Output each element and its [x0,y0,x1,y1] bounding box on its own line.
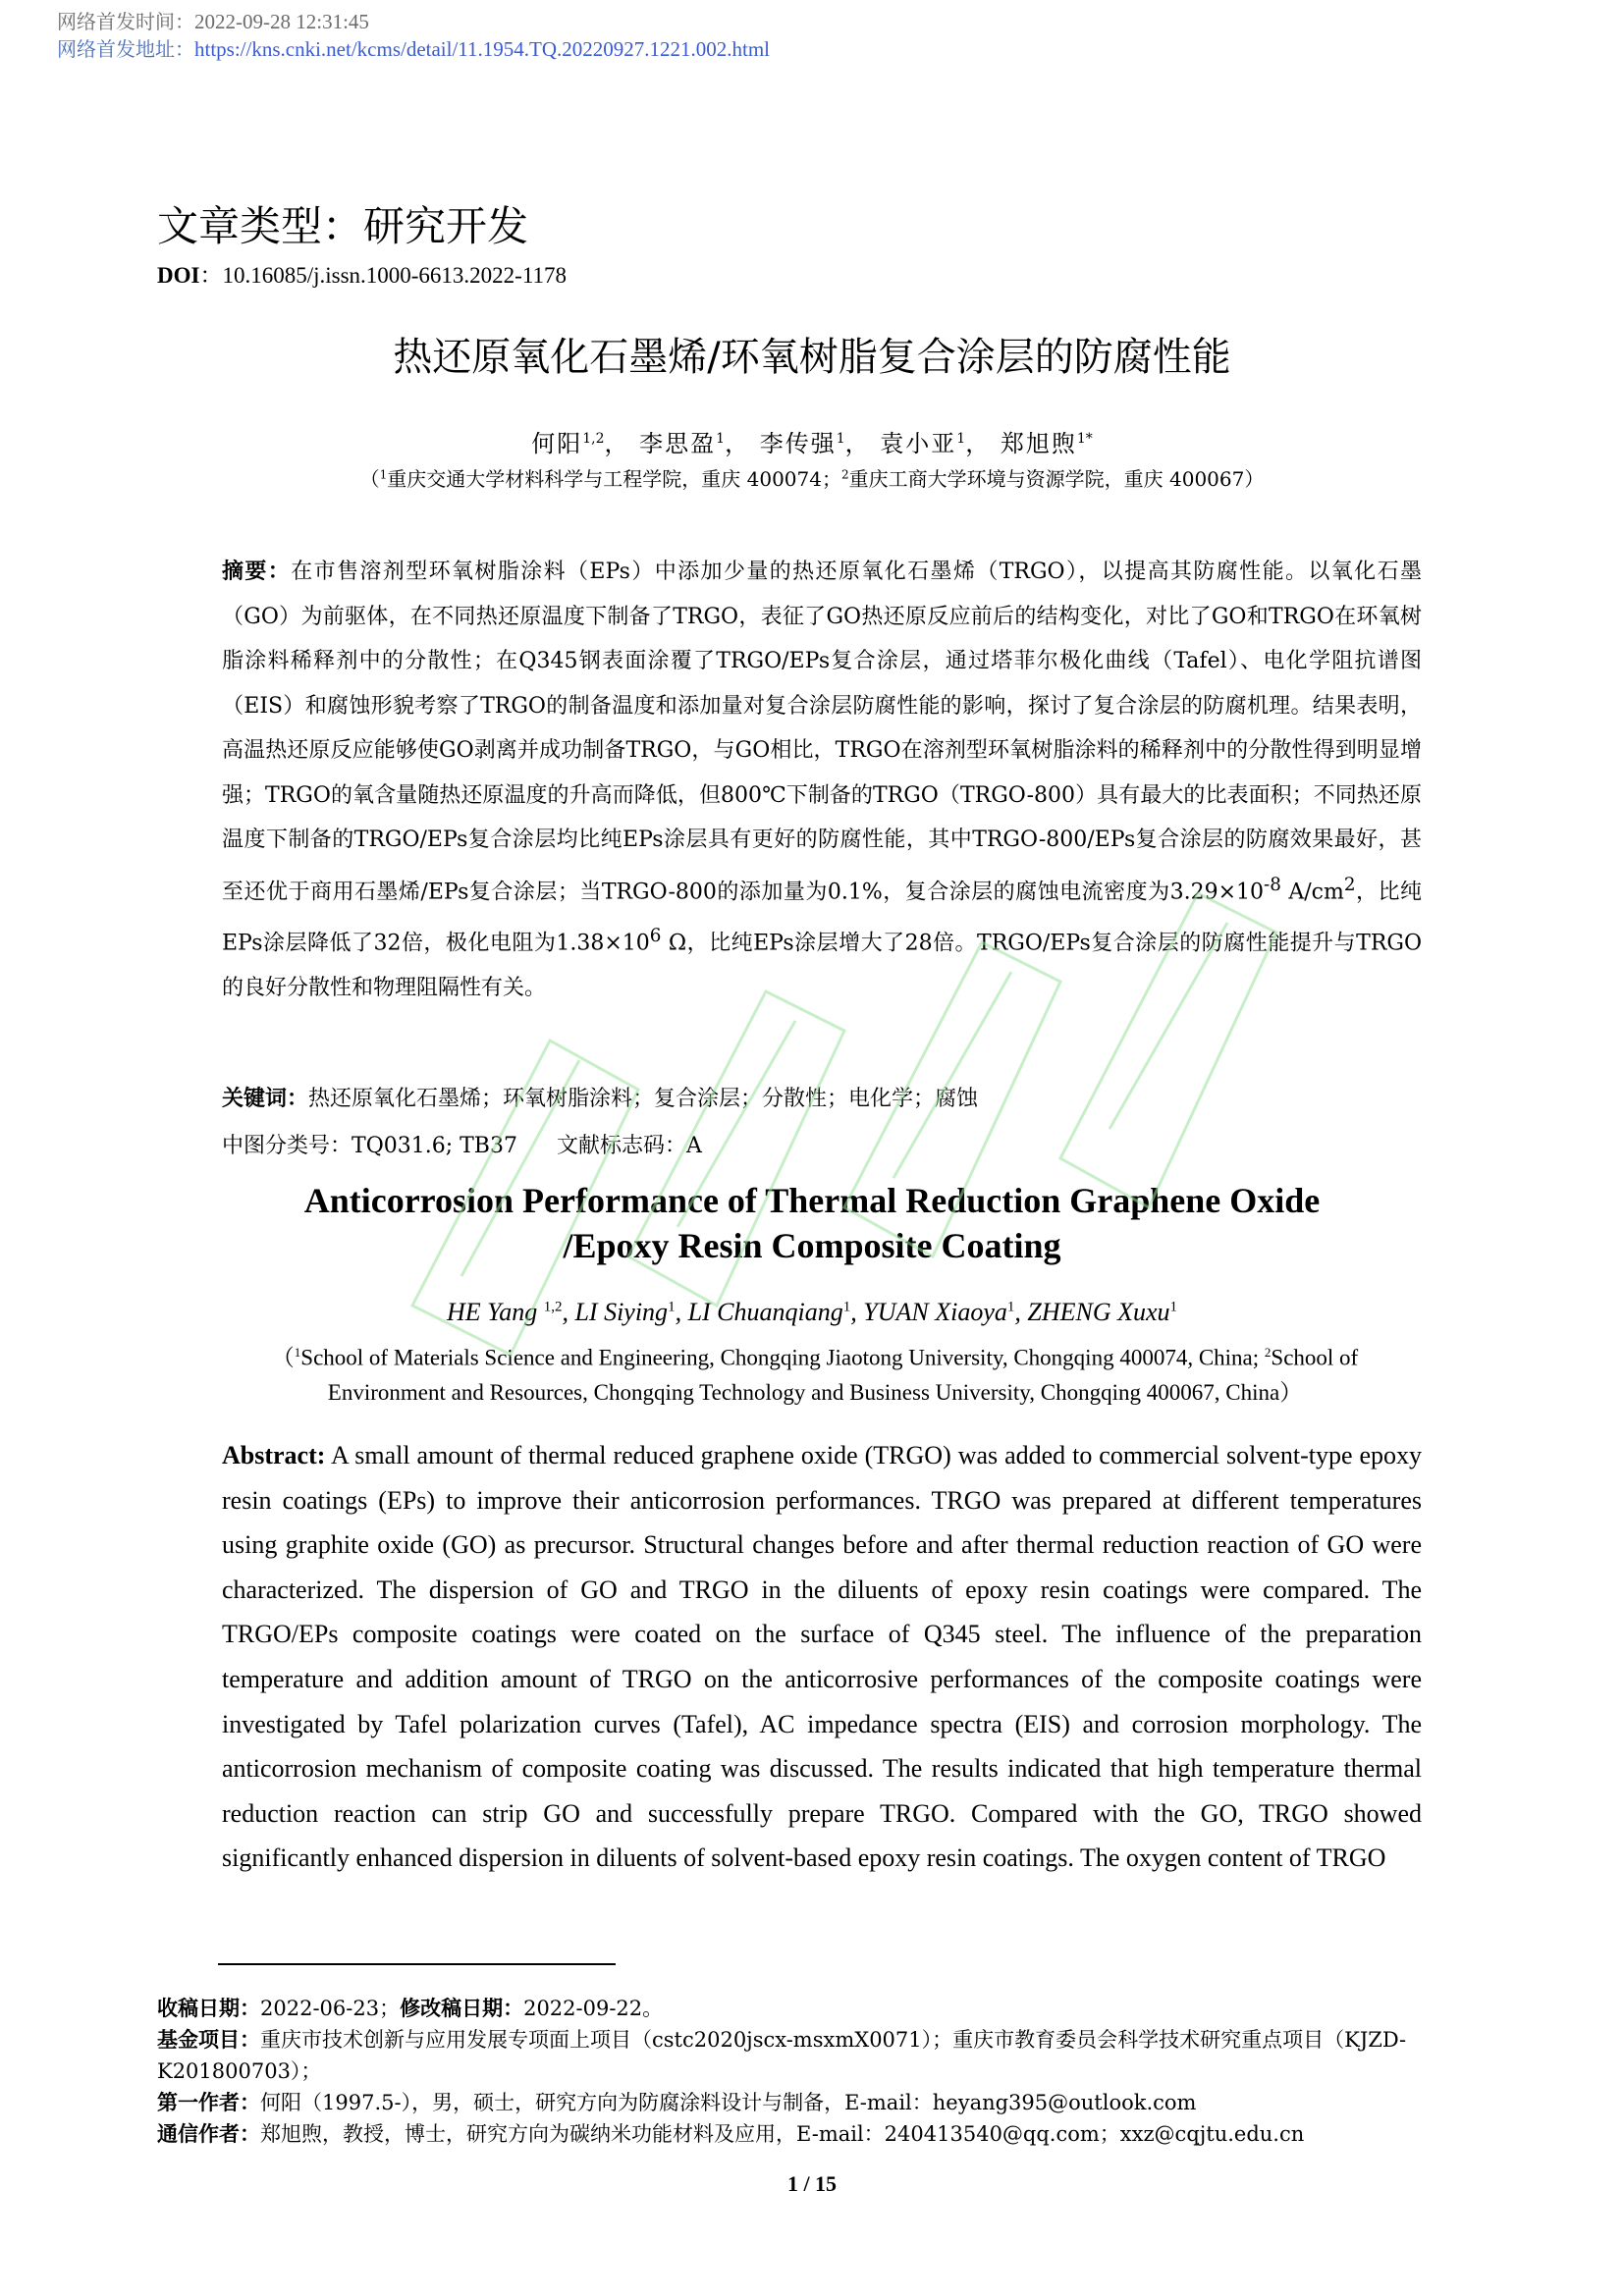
author-en: HE Yang [446,1298,544,1326]
affil-sup: 2 [841,467,849,482]
received-value: 2022-06-23； [260,1997,401,2020]
title-en-line: Anticorrosion Performance of Thermal Reduction Graphene Oxide [303,1181,1321,1220]
keywords-cn [222,1082,978,1112]
author-en: LI Siying [574,1298,669,1326]
author-cn-sup: 1 [716,431,726,447]
revised-label: 修改稿日期： [400,1997,524,2020]
author-cn: 李思盈 [639,430,717,457]
abstract-cn [222,550,1422,1011]
author-en-sup: 1 [1169,1299,1178,1315]
authors-en [0,1298,1624,1327]
author-en: ZHENG Xuxu [1027,1298,1170,1326]
author-sep: ， [725,430,751,457]
affiliation-1: 重庆交通大学材料科学与工程学院，重庆 400074； [387,467,841,491]
paren-open: （ [359,467,380,491]
author-en: YUAN Xiaoya [863,1298,1007,1326]
author-cn-sup: 1 [956,431,966,447]
affil-sup: 1 [379,467,388,482]
affiliation-2: 重庆工商大学环境与资源学院，重庆 400067） [848,467,1265,491]
abstract-en-label: Abstract: [222,1441,326,1469]
fund-label: 基金项目： [157,2028,260,2052]
revised-value: 2022-09-22。 [523,1997,664,2020]
author-cn-sup: 1* [1076,431,1093,447]
doi-label: DOI [157,263,200,288]
affiliations-en [226,1335,1404,1410]
first-author-label: 第一作者： [157,2091,260,2114]
doc-code-label: 文献标志码： [556,1134,686,1158]
author-sep: , [1014,1298,1028,1326]
abstract-cn-text: ，比纯EPs涂层降低了32倍，极化电阻为1.38×10 [222,879,1422,956]
title-en-line: /Epoxy Resin Composite Coating [563,1226,1061,1265]
abstract-en-text: A small amount of thermal reduced graphene oxide (TRGO) was added to commercial solvent-type epoxy resin coatings (EPs) to improve their anticorrosion performances. TRGO was prepared at different temperatures using graphite oxide (GO) as precursor. Structural changes before and after thermal reduction reaction of GO were characterized. The dispersion of GO and TRGO in the diluents of epoxy resin coatings were compared. The TRGO/EPs composite coatings were coated on the surface of Q345 steel. The influence of the preparation temperature and addition amount of TRGO on the anticorrosive performances of the composite coatings were investigated by Tafel polarization curves (Tafel), AC impedance spectra (EIS) and corrosion morphology. The anticorrosion mechanism of composite coating was discussed. The results indicated that high temperature thermal reduction reaction can strip GO and successfully prepare TRGO. Compared with the GO, TRGO showed significantly enhanced dispersion in diluents of solvent-based epoxy resin coatings. The oxygen content of TRGO [222,1441,1422,1873]
sup: 6 [649,926,662,947]
footnote-first-author [157,2087,1473,2118]
publish-time-label: 网络首发时间： [57,10,194,33]
title-cn: 热还原氧化石墨烯/环氧树脂复合涂层的防腐性能 [393,335,1231,380]
abstract-en [222,1433,1422,1881]
publish-url-link[interactable]: https://kns.cnki.net/kcms/detail/11.1954.TQ.20220927.1221.002.html [194,37,771,61]
author-cn: 郑旭煦 [1000,430,1077,457]
fund-value: 重庆市技术创新与应用发展专项面上项目（cstc2020jscx-msxmX0071）；重庆市教育委员会科学技术研究重点项目（KJZD-K201800703）； [157,2028,1407,2083]
sup: -8 [1264,874,1281,895]
title-en [0,1178,1624,1268]
author-cn: 袁小亚 [880,430,957,457]
footnote-fund [157,2024,1473,2087]
clc-label: 中图分类号： [222,1134,352,1158]
authors-cn [0,424,1624,458]
doi-line [157,257,567,290]
author-cn: 何阳 [531,430,583,457]
author-en-sup: 1 [842,1299,851,1315]
author-en: LI Chuanqiang [687,1298,843,1326]
online-publish-time [57,6,369,34]
affiliations-cn [0,463,1624,492]
author-en-sup: 1 [668,1299,676,1315]
author-sep: ， [965,430,992,457]
footnote-dates [157,1993,1473,2024]
sup: 2 [1343,874,1356,895]
author-en-sup: 1,2 [543,1299,563,1315]
doi-value: ：10.16085/j.issn.1000-6613.2022-1178 [199,263,567,288]
keywords-value: 热还原氧化石墨烯；环氧树脂涂料；复合涂层；分散性；电化学；腐蚀 [308,1087,979,1111]
doc-code-value: A [685,1134,702,1158]
author-cn-sup: 1,2 [582,431,605,447]
online-publish-url [57,33,770,62]
author-en-sup: 1 [1006,1299,1015,1315]
author-sep: , [562,1298,575,1326]
author-sep: , [850,1298,864,1326]
clc-value: TQ031.6; TB37 [352,1134,517,1158]
footnote-corresponding-author [157,2118,1473,2150]
abstract-cn-text: A/cm [1280,879,1344,904]
affiliation-1: School of Materials Science and Engineering, Chongqing Jiaotong University, Chongqing 400074, China; [300,1345,1265,1370]
author-sep: , [675,1298,688,1326]
received-label: 收稿日期： [157,1997,260,2020]
author-cn-sup: 1 [836,431,845,447]
article-type: 文章类型：研究开发 [157,202,529,250]
publish-url-label: 网络首发地址： [57,37,194,61]
paren-open: （ [271,1345,295,1370]
first-author-value: 何阳（1997.5-），男，硕士，研究方向为防腐涂料设计与制备，E-mail：heyang395@outlook.com [260,2091,1197,2114]
keywords-label: 关键词： [222,1087,309,1111]
classification-line [222,1129,702,1159]
author-sep: ， [844,430,871,457]
abstract-cn-text: 在市售溶剂型环氧树脂涂料（EPs）中添加少量的热还原氧化石墨烯（TRGO），以提高其防腐性能。以氧化石墨（GO）为前驱体，在不同热还原温度下制备了TRGO，表征了GO热还原反应前后的结构变化，对比了GO和TRGO在环氧树脂涂料稀释剂中的分散性；在Q345钢表面涂覆了TRGO/EPs复合涂层，通过塔菲尔极化曲线（Tafel）、电化学阻抗谱图（EIS）和腐蚀形貌考察了TRGO的制备温度和添加量对复合涂层防腐性能的影响，探讨了复合涂层的防腐机理。结果表明，高温热还原反应能够使GO剥离并成功制备TRGO，与GO相比，TRGO在溶剂型环氧树脂涂料的稀释剂中的分散性得到明显增强；TRGO的氧含量随热还原温度的升高而降低，但800℃下制备的TRGO（TRGO-800）具有最大的比表面积；不同热还原温度下制备的TRGO/EPs复合涂层均比纯EPs涂层具有更好的防腐性能，其中TRGO-800/EPs复合涂层的防腐效果最好，甚至还优于商用石墨烯/EPs复合涂层；当TRGO-800的添加量为0.1%，复合涂层的腐蚀电流密度为3.29×10 [222,560,1422,904]
publish-time-value: 2022-09-28 12:31:45 [194,10,369,33]
page-number: 1 / 15 [786,2171,838,2196]
corr-author-value: 郑旭煦，教授，博士，研究方向为碳纳米功能材料及应用，E-mail：240413540@qq.com；xxz@cqjtu.edu.cn [260,2122,1305,2146]
corr-author-label: 通信作者： [157,2122,260,2146]
abstract-cn-text: Ω，比纯EPs涂层增大了28倍。TRGO/EPs复合涂层的防腐性能提升与TRGO的良好分散性和物理阻隔性有关。 [222,931,1422,1001]
author-cn: 李传强 [759,430,837,457]
affiliation-2: School of Environment and Resources, Chongqing Technology and Business University, Chongqing 400067, China） [327,1345,1359,1405]
affil-sup: 1 [294,1345,301,1360]
footnote-divider [218,1963,616,1965]
affil-sup: 2 [1264,1345,1272,1360]
author-sep: ， [604,430,630,457]
abstract-cn-label: 摘要： [222,560,292,584]
